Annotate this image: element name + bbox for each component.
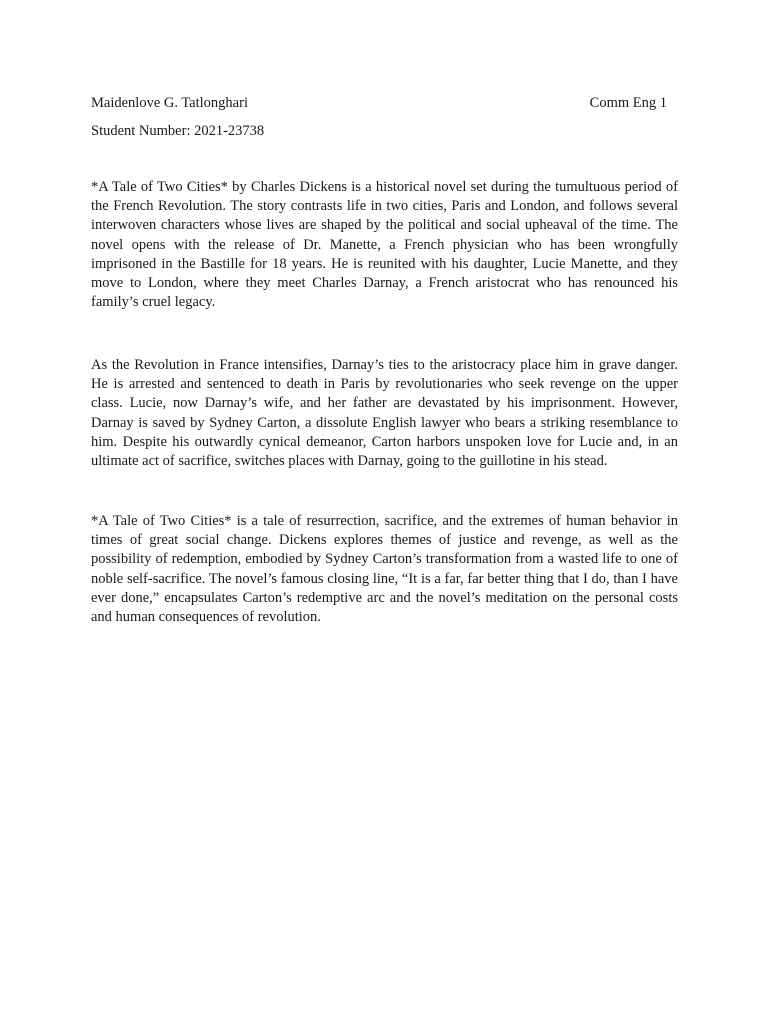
document-header — [91, 93, 671, 113]
paragraph-summary: *A Tale of Two Cities* by Charles Dickens is a historical novel set during the tumultuous period of the French Revolution. The story contrasts life in two cities, Paris and London, and follows several interwoven characters whose lives are shaped by the political and social upheaval of the time. The novel opens with the release of Dr. Manette, a French physician who has been wrongfully imprisoned in the Bastille for 18 years. He is reunited with his daughter, Lucie Manette, and they move to London, where they meet Charles Darnay, a French aristocrat who has renounced his family’s cruel legacy. — [91, 179, 678, 311]
author-name: Maidenlove G. Tatlonghari — [91, 95, 248, 111]
course-name: Comm Eng 1 — [589, 95, 667, 111]
paragraph-revolution: As the Revolution in France intensifies, Darnay’s ties to the aristocracy place him in grave danger. He is arrested and sentenced to death in Paris by revolutionaries who seek revenge on the upper class. Lucie, now Darnay’s wife, and her father are devastated by his imprisonment. However, Darnay is saved by Sydney Carton, a dissolute English lawyer who bears a striking resemblance to him. Despite his outwardly cynical demeanor, Carton harbors unspoken love for Lucie and, in an ultimate act of sacrifice, switches places with Darnay, going to the guillotine in his stead. — [91, 357, 678, 470]
student-number: Student Number: 2021-23738 — [91, 123, 265, 139]
paragraph-themes: *A Tale of Two Cities* is a tale of resurrection, sacrifice, and the extremes of human behavior in times of great social change. Dickens explores themes of justice and revenge, as well as the possibility of redemption, embodied by Sydney Carton’s transformation from a wasted life to one of noble self-sacrifice. The novel’s famous closing line, “It is a far, far better thing that I do, than I have ever done,” encapsulates Carton’s redemptive arc and the novel’s meditation on the personal costs and human consequences of revolution. — [91, 513, 678, 626]
